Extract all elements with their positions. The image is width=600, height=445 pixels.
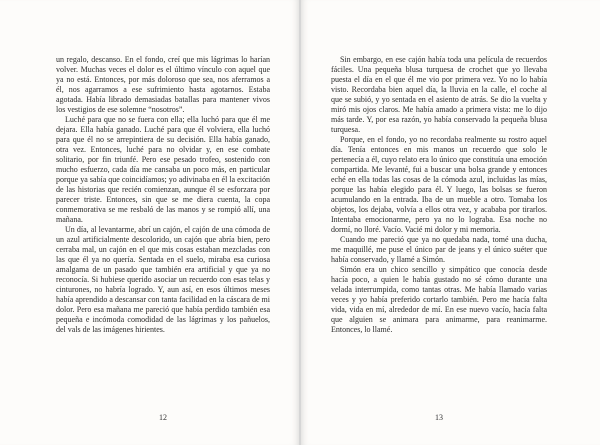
right-page bbox=[301, 0, 600, 445]
paragraph: Sin embargo, en ese cajón había toda una película de recuerdos fáciles. Una pequeña blusa turquesa de crochet que yo llevaba puesta el día en el que él me vio por primera vez. Yo no lo había visto. Recordaba bien aquel día, la lluvia en la calle, el coche al que se subió, y yo sentada en el asiento de atrás. Se dio la vuelta y miró mis ojos claros. Me había amado a primera vista: me lo dijo más tarde. Y, por esa razón, yo había conservado la pequeña blusa turquesa. bbox=[331, 55, 547, 134]
right-page-text bbox=[331, 55, 547, 335]
paragraph: Simón era un chico sencillo y simpático que conocía desde hacía poco, a quien le había gustado no sé cómo durante una velada interrumpida, como tantas otras. Me había llamado varias veces y yo había preferido cortarlo también. Pero me hacía falta vida, vida en mí, alrededor de mí. En ese nuevo vacío, hacía falta que alguien se animara para animarme, para reanimarme. Entonces, lo llamé. bbox=[331, 265, 547, 334]
left-page-text bbox=[56, 55, 270, 335]
paragraph: un regalo, descanso. En el fondo, creí que mis lágrimas lo harían volver. Muchas veces el dolor es el último vínculo con aquel que ya no está. Entonces, por más doloroso que sea, nos aferramos a él, nos agarramos a ese sufrimiento hasta agotarnos. Estaba agotada. Había librado demasiadas batallas para mantener vivos los vestigios de ese solemne “nosotros”. bbox=[56, 55, 270, 114]
left-page bbox=[0, 0, 299, 445]
page-number: 13 bbox=[435, 413, 443, 422]
page-number: 12 bbox=[159, 413, 167, 422]
paragraph: Porque, en el fondo, yo no recordaba realmente su rostro aquel día. Tenía entonces en mis manos un recuerdo que solo le pertenecía a él, cuyo relato era lo único que constituía una emoción compartida. Me levanté, fui a buscar una bolsa grande y entonces eché en ella todas las cosas de la cómoda azul, incluidas las mías, porque las había elegido para él. Y luego, las bolsas se fueron acumulando en la entrada. Iba de un mueble a otro. Tomaba los objetos, los dejaba, volvía a ellos otra vez, y acababa por tirarlos. Intentaba emocionarme, pero ya no lo lograba. Esa noche no dormí, no lloré. Vacío. Vacié mi dolor y mi memoria. bbox=[331, 135, 547, 234]
paragraph: Cuando me pareció que ya no quedaba nada, tomé una ducha, me maquillé, me puse el único par de jeans y el único suéter que había conservado, y llamé a Simón. bbox=[331, 235, 547, 264]
paragraph: Luché para que no se fuera con ella; ella luchó para que él me dejara. Ella había ganado. Luché para que él volviera, ella luchó para que él no se arrepintiera de su decisión. Ella había ganado, otra vez. Entonces, luché para no olvidar y, en ese combate solitario, por fin triunfé. Pero ese pesado trofeo, sostenido con mucho esfuerzo, cada día me cansaba un poco más, en particular porque ya sabía que coincidíamos; yo adivinaba en él la excitación de las historias que recién comienzan, aunque él se esforzara por parecer triste. Entonces, sin que se me diera cuenta, la copa conmemorativa se me resbaló de las manos y se rompió allí, una mañana. bbox=[56, 115, 270, 224]
paragraph: Un día, al levantarme, abrí un cajón, el cajón de una cómoda de un azul artificialmente descolorido, un cajón que abría bien, pero cerraba mal, un cajón en el que mis cosas estaban mezcladas con las que él ya no quería. Sentada en el suelo, miraba esa curiosa amalgama de un pasado que también era artificial y que ya no reconocía. Si hubiese querido asociar un recuerdo con esas telas y cinturones, no habría logrado. Y, aun así, en esos últimos meses había aprendido a descansar con tanta facilidad en la cáscara de mi dolor. Pero esa mañana me pareció que había perdido también esa pequeña e incómoda comodidad de las lágrimas y los pañuelos, del vals de las imágenes hirientes. bbox=[56, 225, 270, 334]
